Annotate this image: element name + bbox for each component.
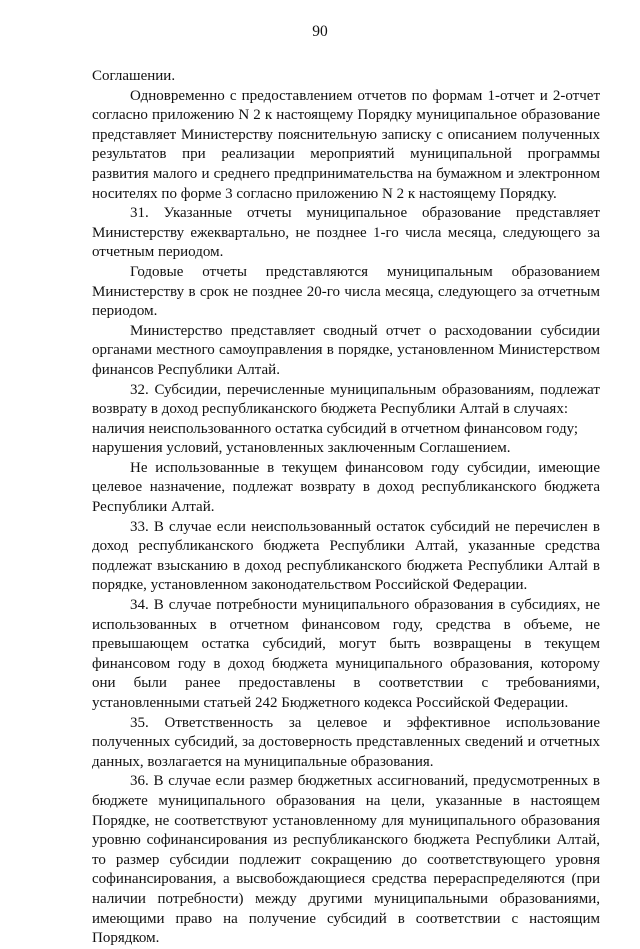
paragraph-clause-36: 36. В случае если размер бюджетных ассигнований, предусмотренных в бюджете муниципального образования на цели, указанные в настоящем Порядке, не соответствуют установленному для муниципального образования уровню софинансирования из республиканского бюджета Республики Алтай, то размер субсидии подлежит сокращению до соответствующего уровня софинансирования, а высвобождающиеся средства перераспределяются (при наличии потребности) между другими муниципальными образованиями, имеющими право на получение субсидий в соответствии с настоящим Порядком. [92, 773, 600, 947]
paragraph-clause-35: 35. Ответственность за целевое и эффективное использование полученных субсидий, за достоверность представленных сведений и отчетных данных, возлагается на муниципальные образования. [92, 714, 600, 770]
paragraph-annual-reports: Годовые отчеты представляются муниципальным образованием Министерству в срок не позднее 20-го числа месяца, следующего за отчетным периодом. [92, 263, 600, 320]
paragraph-continuation: Соглашении. [92, 68, 176, 84]
paragraph-summary-report: Министерство представляет сводный отчет о расходовании субсидии органами местного самоуправления в порядке, установленном Министерством финансов Республики Алтай. [92, 322, 600, 378]
paragraph-clause-34: 34. В случае потребности муниципального образования в субсидиях, не использованных в отчетном финансовом году, средства в объеме, не превышающем остатка субсидий, могут быть возвращены в текущем финансовом году в доход бюджета муниципального образования, которому они были ранее предоставлены в соответствии с требованиями, установленными статьей 242 Бюджетного кодекса Российской Федерации. [92, 597, 600, 711]
list-item-agreement-violation: нарушения условий, установленных заключенным Соглашением. [92, 440, 511, 457]
paragraph-clause-32: 32. Субсидии, перечисленные муниципальным образованиям, подлежат возврату в доход республиканского бюджета Республики Алтай в случаях: [92, 381, 600, 418]
paragraph-clause-33: 33. В случае если неиспользованный остаток субсидий не перечислен в доход республиканского бюджета Республики Алтай, указанные средства подлежат взысканию в доход республиканского бюджета Республики Алтай в порядке, установленном законодательством Российской Федерации. [92, 518, 600, 594]
paragraph-clause-31: 31. Указанные отчеты муниципальное образование представляет Министерству ежеквартально, не позднее 1-го числа месяца, следующего за отчетным периодом. [92, 205, 600, 261]
document-body [92, 67, 600, 949]
list-item-unused-balance: наличия неиспользованного остатка субсидий в отчетном финансовом году; [92, 420, 579, 437]
paragraph-unused-subsidies: Не использованные в текущем финансовом году субсидии, имеющие целевое назначение, подлежат возврату в доход республиканского бюджета Республики Алтай. [92, 459, 600, 516]
page-number: 90 [312, 23, 328, 40]
paragraph-explanatory-note: Одновременно с предоставлением отчетов по формам 1-отчет и 2-отчет согласно приложению N 2 к настоящему Порядку муниципальное образование представляет Министерству пояснительную записку с описанием полученных результатов при реализации мероприятий муниципальной программы развития малого и среднего предпринимательства на бумажном и электронном носителях по форме 3 согласно приложению N 2 к настоящему Порядку. [92, 87, 600, 202]
